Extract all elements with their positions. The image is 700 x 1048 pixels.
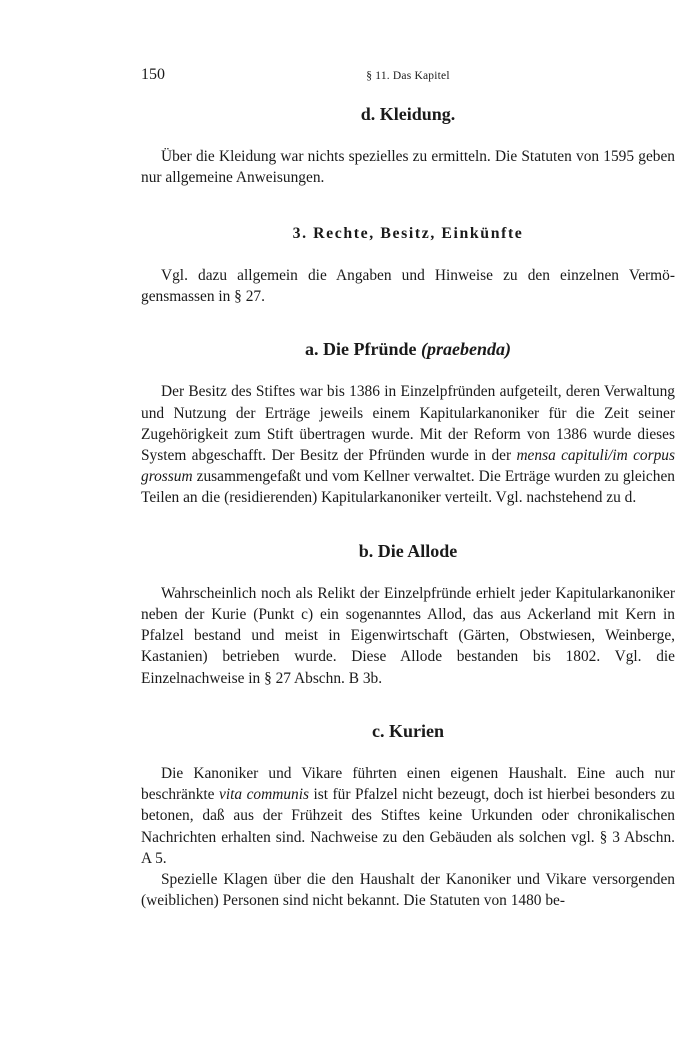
paragraph-kurien-1 [141, 763, 675, 869]
kurien-text-b: ist für Pfalzel nicht bezeugt, doch ist hierbei besonders zu betonen, daß aus der Frühzeit des Stiftes keine Urkunden oder chronikalischen Nachrichten erhalten sind. Nachweise zu den Gebäuden als solchen vgl. § 3 Abschn. A 5. [141, 786, 675, 867]
page-header [141, 60, 675, 84]
running-head: § 11. Das Kapitel [366, 70, 450, 82]
page-number: 150 [141, 66, 165, 83]
chapter-heading-rechte: 3. Rechte, Besitz, Einkünfte [292, 224, 524, 242]
book-page [141, 60, 675, 911]
section-heading-kurien: c. Kurien [372, 720, 444, 741]
section-heading-kleidung: d. Kleidung. [360, 104, 456, 124]
section-heading-pfruende [141, 339, 675, 360]
paragraph-allode: Wahrscheinlich noch als Relikt der Einzelpfründe erhielt jeder Kapitularkanoniker neben der Kurie (Punkt c) ein sogenanntes Allod, das aus Ackerland mit Kern in Pfalzel bestand und meist in Eigenwirtschaft (Gärten, Obstwiesen, Weinberge, Kastanien) betrieben wurde. Diese Allode bestanden bis 1802. Vgl. die Einzelnachweise in § 27 Abschn. B 3b. [141, 584, 675, 687]
section-heading-allode: b. Die Allode [358, 540, 458, 561]
paragraph-rechte: Vgl. dazu allgemein die Angaben und Hinweise zu den einzelnen Vermögensmassen in § 27. [141, 266, 675, 306]
kurien-text-a: Die Kanoniker und Vikare führten einen eigenen Haushalt. Eine auch nur beschränkte [141, 765, 675, 804]
paragraph-pfruende [141, 381, 675, 508]
pfruende-text-a: Der Besitz des Stiftes war bis 1386 in Einzelpfründen aufgeteilt, deren Verwaltung und Nutzung der Erträge jeweils einem Kapitularkanoniker für die Zeit seiner Zugehörigkeit zum Stift übertragen wurde. Mit der Reform von 1386 wurde dieses System abgeschafft. Der Besitz der Pfründen wurde in der [141, 383, 675, 465]
paragraph-kurien-2: Spezielle Klagen über die den Haushalt der Kanoniker und Vikare versorgenden (weiblichen) Personen sind nicht bekannt. Die Statuten von 1480 be- [141, 871, 675, 910]
pfruende-text-b: zusammengefaßt und vom Kellner verwaltet. Die Erträge wurden zu gleichen Teilen an die (residierenden) Kapitularkanoniker verteilt. Vgl. nachstehend zu d. [141, 468, 675, 507]
pfruende-italic-term: mensa capituli/im corpus grossum [141, 447, 675, 486]
heading-pfruende-main: a. Die Pfründe [305, 339, 421, 360]
heading-pfruende-italic: (praebenda) [421, 339, 511, 360]
paragraph-kleidung: Über die Kleidung war nichts spezielles zu ermitteln. Die Statuten von 1595 geben nur allgemeine Anweisungen. [141, 148, 675, 187]
kurien-italic-term: vita communis [219, 786, 309, 804]
